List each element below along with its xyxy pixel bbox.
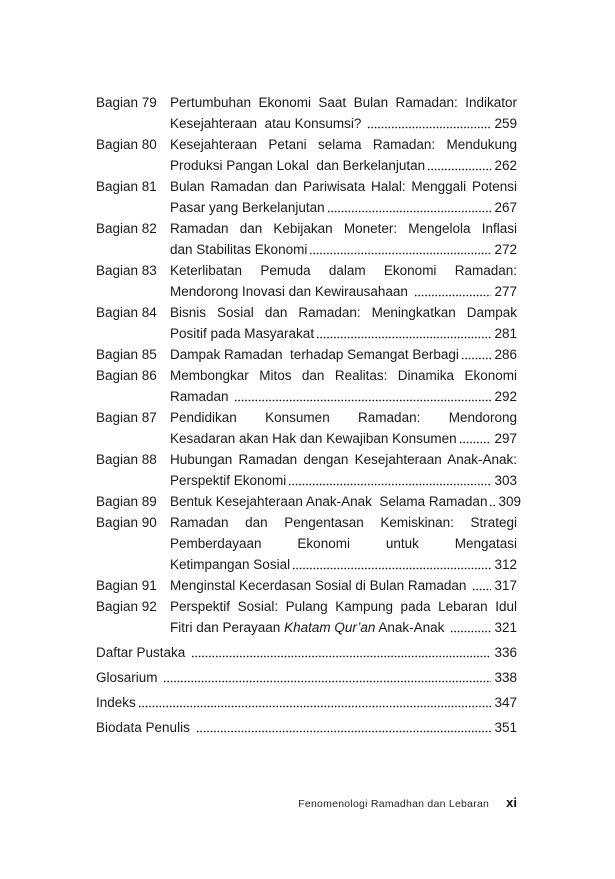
title-text-segment: Anak-Anak (375, 620, 449, 635)
toc-entry-title-line (170, 428, 517, 449)
toc-entry-title-line (170, 491, 521, 512)
toc-entry (96, 344, 517, 365)
back-matter-entry (96, 692, 517, 713)
toc-entry-label: Bagian 84 (96, 305, 157, 320)
toc-entry-title-text: Kesejahteraan atau Konsumsi? (170, 116, 366, 131)
toc-entry-title (170, 575, 517, 596)
toc-entry-title-text: dan Stabilitas Ekonomi (170, 242, 308, 257)
toc-entry (96, 596, 517, 638)
toc-entry-title-line: Kesejahteraan Petani selama Ramadan: Mendukung (170, 137, 517, 152)
dot-leader (234, 386, 491, 407)
toc-entry-title (170, 365, 517, 407)
toc-entry-title-line (170, 113, 517, 134)
toc-entry-page-number: 292 (494, 389, 517, 404)
toc-entry-title-line: Keterlibatan Pemuda dalam Ekonomi Ramadan: (170, 263, 517, 278)
dot-leader (367, 113, 491, 134)
toc-entry-label: Bagian 87 (96, 410, 157, 425)
toc-entry-page-number: 321 (494, 620, 517, 635)
toc-entry-label: Bagian 85 (96, 347, 157, 362)
toc-entry-title (170, 134, 517, 176)
back-matter-page-number: 338 (494, 670, 517, 685)
toc-entry-title (170, 92, 517, 134)
toc-content (96, 92, 521, 810)
toc-entry-label: Bagian 82 (96, 221, 157, 236)
toc-entry-title-line: Bulan Ramadan dan Pariwisata Halal: Menggali Potensi (170, 179, 517, 194)
back-matter-list (96, 642, 517, 738)
toc-entry-title-line (170, 155, 517, 176)
toc-entry-page-number: 312 (494, 557, 517, 572)
toc-entry-list (96, 92, 521, 638)
footer-book-title: Fenomenologi Ramadhan dan Lebaran (298, 798, 490, 810)
toc-entry-page-number: 303 (494, 473, 517, 488)
dot-leader (450, 617, 491, 638)
toc-entry-title-text: Menginstal Kecerdasan Sosial di Bulan Ramadan (170, 578, 471, 593)
toc-entry-title-line (170, 617, 517, 638)
toc-entry-title-line: Pertumbuhan Ekonomi Saat Bulan Ramadan: Indikator (170, 95, 517, 110)
toc-entry (96, 260, 517, 302)
toc-entry-label: Bagian 83 (96, 263, 157, 278)
back-matter-label: Daftar Pustaka (96, 645, 190, 660)
toc-entry-title-line: Perspektif Sosial: Pulang Kampung pada Lebaran Idul (170, 599, 517, 614)
toc-entry-label: Bagian 81 (96, 179, 157, 194)
toc-entry-title-line (170, 281, 517, 302)
toc-entry-title-line: Pendidikan Konsumen Ramadan: Mendorong (170, 410, 517, 425)
toc-entry-title-line: Bisnis Sosial dan Ramadan: Meningkatkan Dampak (170, 305, 517, 320)
toc-entry-page-number: 277 (494, 284, 517, 299)
dot-leader (489, 491, 495, 512)
toc-entry-title-line: Pemberdayaan Ekonomi untuk Mengatasi (170, 536, 517, 551)
toc-entry-label: Bagian 79 (96, 95, 157, 110)
toc-entry-title-text: Pasar yang Berkelanjutan (170, 200, 325, 215)
toc-entry-title (170, 302, 517, 344)
back-matter-label: Biodata Penulis (96, 720, 194, 735)
toc-entry-page-number: 286 (494, 347, 517, 362)
toc-entry-title (170, 218, 517, 260)
dot-leader (292, 554, 491, 575)
dot-leader (414, 281, 492, 302)
toc-entry (96, 449, 517, 491)
dot-leader (461, 344, 492, 365)
back-matter-entry (96, 667, 517, 688)
toc-entry-title-line (170, 386, 517, 407)
toc-entry-title-text: Bentuk Kesejahteraan Anak-Anak Selama Ramadan (170, 494, 488, 509)
toc-entry-title (170, 449, 517, 491)
toc-entry (96, 575, 517, 596)
toc-entry-label: Bagian 89 (96, 494, 157, 509)
dot-leader (288, 470, 491, 491)
dot-leader (316, 323, 491, 344)
toc-entry-title-text: Perspektif Ekonomi (170, 473, 287, 488)
toc-entry-label: Bagian 91 (96, 578, 157, 593)
toc-entry (96, 491, 521, 512)
title-text-segment: Khatam Qur’an (284, 620, 376, 635)
toc-entry-label: Bagian 86 (96, 368, 157, 383)
toc-entry (96, 218, 517, 260)
toc-entry-title-line: Hubungan Ramadan dengan Kesejahteraan Anak-Anak: (170, 452, 517, 467)
dot-leader (138, 692, 492, 713)
dot-leader (309, 239, 491, 260)
toc-entry-page-number: 281 (494, 326, 517, 341)
back-matter-page-number: 347 (494, 695, 517, 710)
toc-entry-title-text: Produksi Pangan Lokal dan Berkelanjutan (170, 158, 426, 173)
toc-entry-title-text: Ramadan (170, 389, 233, 404)
toc-entry-title-line (170, 554, 517, 575)
title-text-segment: Fitri dan Perayaan (170, 620, 285, 635)
toc-entry-title-line: Ramadan dan Pengentasan Kemiskinan: Strategi (170, 515, 517, 530)
dot-leader (327, 197, 492, 218)
toc-entry-label: Bagian 80 (96, 137, 157, 152)
back-matter-entry (96, 642, 517, 663)
dot-leader (427, 155, 491, 176)
toc-entry-page-number: 297 (494, 431, 517, 446)
page-footer (96, 795, 517, 810)
toc-entry-title-text: Positif pada Masyarakat (170, 326, 315, 341)
toc-entry-title-line (170, 575, 517, 596)
toc-entry-title-line (170, 470, 517, 491)
toc-entry-title-text: Kesadaran akan Hak dan Kewajiban Konsumen (170, 431, 457, 446)
toc-entry-title-line (170, 344, 517, 365)
toc-entry-title-line: Membongkar Mitos dan Realitas: Dinamika Ekonomi (170, 368, 517, 383)
toc-entry (96, 176, 517, 218)
toc-entry-title (170, 260, 517, 302)
toc-entry (96, 512, 517, 575)
footer-page-number: xi (506, 795, 517, 810)
toc-entry (96, 134, 517, 176)
toc-entry-title-text (170, 617, 448, 638)
toc-entry-label: Bagian 92 (96, 599, 157, 614)
back-matter-page-number: 336 (494, 645, 517, 660)
toc-entry (96, 302, 517, 344)
back-matter-label: Glosarium (96, 670, 162, 685)
toc-entry (96, 92, 517, 134)
toc-entry-label: Bagian 88 (96, 452, 157, 467)
toc-entry-page-number: 262 (494, 158, 517, 173)
toc-entry-title-text: Ketimpangan Sosial (170, 557, 291, 572)
back-matter-entry (96, 717, 517, 738)
toc-entry-page-number: 259 (494, 116, 517, 131)
dot-leader (196, 717, 492, 738)
toc-entry (96, 365, 517, 407)
toc-entry-page-number: 309 (498, 494, 521, 509)
toc-entry-title-line (170, 239, 517, 260)
dot-leader (472, 575, 491, 596)
toc-entry-title (170, 407, 517, 449)
toc-entry-title-line: Ramadan dan Kebijakan Moneter: Mengelola Inflasi (170, 221, 517, 236)
toc-entry-title-text: Dampak Ramadan terhadap Semangat Berbagi (170, 347, 459, 362)
toc-entry-title (170, 344, 517, 365)
toc-entry-label: Bagian 90 (96, 515, 157, 530)
toc-entry-title (170, 176, 517, 218)
toc-entry-page-number: 272 (494, 242, 517, 257)
toc-entry-title (170, 491, 521, 512)
toc-entry-title-line (170, 323, 517, 344)
dot-leader (191, 642, 491, 663)
toc-entry (96, 407, 517, 449)
toc-entry-page-number: 267 (494, 200, 517, 215)
toc-entry-title-text: Mendorong Inovasi dan Kewirausahaan (170, 284, 412, 299)
dot-leader (459, 428, 492, 449)
back-matter-page-number: 351 (494, 720, 517, 735)
back-matter-label: Indeks (96, 695, 136, 710)
toc-entry-title-line (170, 197, 517, 218)
toc-entry-title (170, 512, 517, 575)
toc-entry-page-number: 317 (494, 578, 517, 593)
toc-entry-title (170, 596, 517, 638)
dot-leader (163, 667, 491, 688)
